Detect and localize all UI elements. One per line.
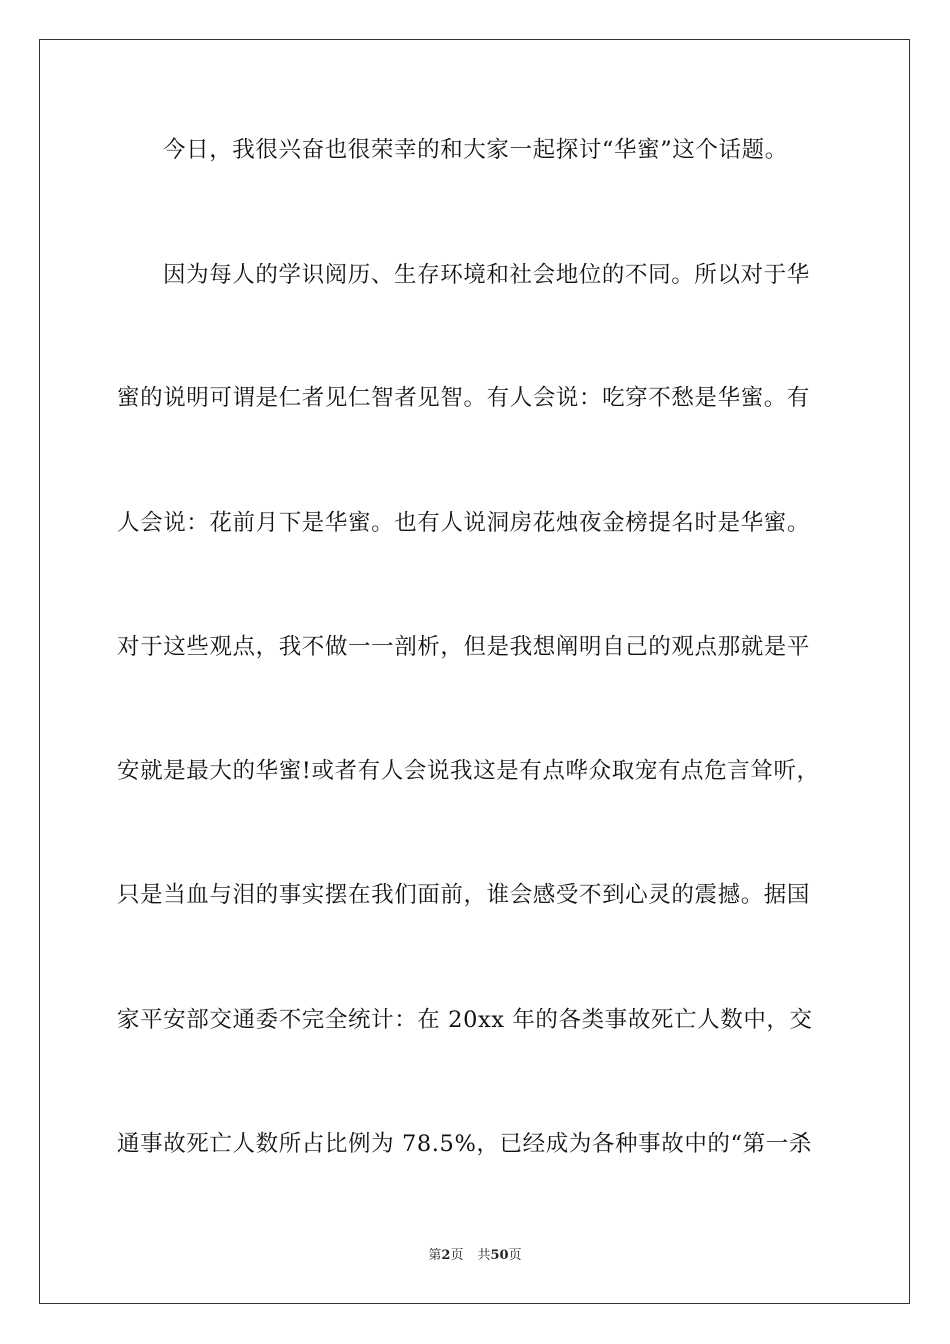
page-footer xyxy=(0,1247,950,1265)
paragraph-line-1: 今日，我很兴奋也很荣幸的和大家一起探讨“华蜜”这个话题。 xyxy=(163,137,788,163)
paragraph-line-7: 只是当血与泪的事实摆在我们面前，谁会感受不到心灵的震撼。据国 xyxy=(117,882,811,908)
page-border xyxy=(39,39,910,1304)
footer-total-suffix: 页 xyxy=(508,1248,522,1263)
paragraph-line-2: 因为每人的学识阅历、生存环境和社会地位的不同。所以对于华 xyxy=(163,262,810,288)
footer-page-prefix: 第 xyxy=(428,1248,442,1263)
paragraph-line-9: 通事故死亡人数所占比例为 78.5%，已经成为各种事故中的“第一杀 xyxy=(117,1131,812,1157)
paragraph-line-8: 家平安部交通委不完全统计：在 20xx 年的各类事故死亡人数中，交 xyxy=(117,1007,813,1033)
paragraph-line-5: 对于这些观点，我不做一一剖析，但是我想阐明自己的观点那就是平 xyxy=(117,634,811,660)
footer-total-prefix: 共 xyxy=(477,1248,491,1263)
footer-page-total: 50 xyxy=(490,1248,509,1263)
paragraph-line-6: 安就是最大的华蜜!或者有人会说我这是有点哗众取宠有点危言耸听， xyxy=(117,758,820,784)
footer-page-suffix: 页 xyxy=(450,1248,464,1263)
paragraph-line-3: 蜜的说明可谓是仁者见仁智者见智。有人会说：吃穿不愁是华蜜。有 xyxy=(117,385,811,411)
paragraph-line-4: 人会说：花前月下是华蜜。也有人说洞房花烛夜金榜提名时是华蜜。 xyxy=(117,510,811,536)
footer-page-current: 2 xyxy=(441,1248,451,1263)
